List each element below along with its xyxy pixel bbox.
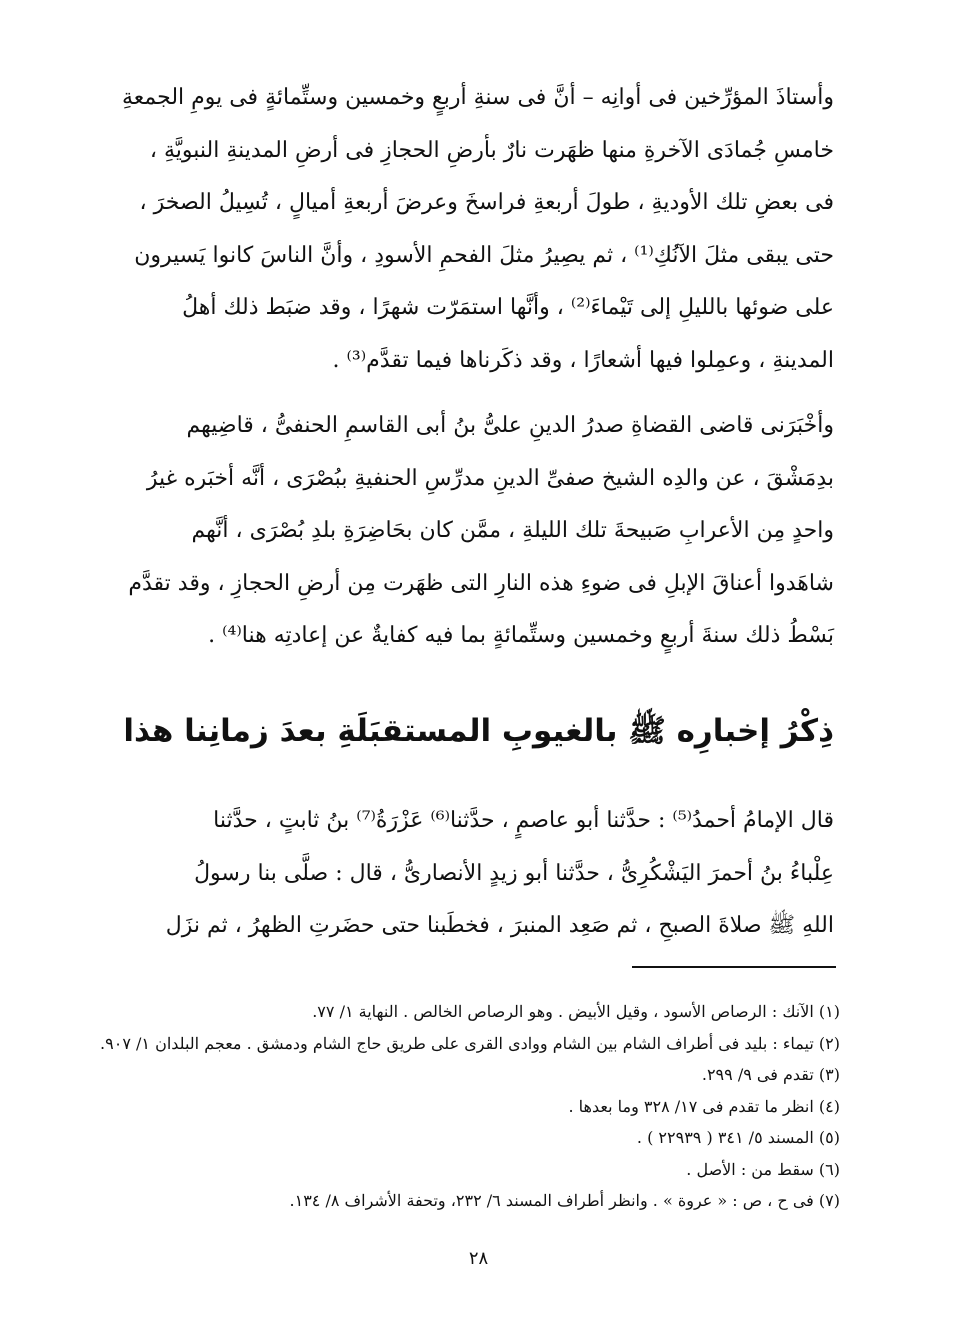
text-line: خامسِ جُمادَى الآخرةِ منها ظهَرت نارٌ بأرضِ الحجازِ فى أرضِ المدينةِ النبويَّةِ ،	[149, 137, 834, 163]
paragraph-fire-in-hijaz	[121, 72, 834, 387]
page-number: ٢٨	[468, 1248, 489, 1269]
footnote-7: (٧) فى ح ، ص : « عروة » . وانظر أطراف المسند ٦/ ٢٣٢، وتحفة الأشراف ٨/ ١٣٤.	[289, 1191, 840, 1210]
text-line: واحدٍ مِن الأعرابِ صَبيحةَ تلك الليلةِ ، ممَّن كان بحَاضِرَةِ بلدِ بُصْرَى ، أنَّهم	[191, 518, 834, 543]
section-heading: ذِكْرُ إخبارِه ﷺ بالغيوبِ المستقبَلَةِ بعدَ زمانِنا هذا	[123, 713, 834, 749]
paragraph-judge-report	[124, 400, 834, 663]
footnote-5: (٥) المسند ٥/ ٣٤١ ( ٢٢٩٣٩ ) .	[636, 1128, 840, 1147]
text-line: قال الإمامُ أحمدُ⁽⁵⁾ : حدَّثنا أبو عاصمٍ ، حدَّثنا⁽⁶⁾ عَزْرَةُ⁽⁷⁾ بنُ ثابتٍ ، حدَّثنا	[213, 808, 834, 833]
text-line: فى بعضِ تلك الأوديةِ ، طولَ أربعةِ فراسخَ وعرضَ أربعةِ أميالٍ ، تُسِيلُ الصخرَ ،	[139, 190, 834, 215]
text-line: على ضوئها بالليلِ إلى تَيْماءَ⁽²⁾ ، وأنَّها استمَرّت شهرًا ، وقد ضبَط ذلك أهلُ	[182, 295, 834, 320]
text-line: عِلْباءُ بنُ أحمرَ اليَشْكُرِىُّ ، حدَّثنا أبو زيدٍ الأنصارىُّ ، قال : صلَّى بنا رسولُ	[194, 860, 834, 886]
footnote-divider	[632, 966, 836, 968]
text-line: بَسْطُ ذلك سنةَ أربعٍ وخمسين وستِّمائةٍ بما فيه كفايةٌ عن إعادتِه هنا⁽⁴⁾ .	[208, 623, 834, 648]
text-line: بدِمَشْقَ ، عن والدِه الشيخ صفىِّ الدينِ مدرِّسِ الحنفيةِ ببُصْرَى ، أنَّه أخبَره غيرُ	[146, 465, 834, 491]
footnote-4: (٤) انظر ما تقدم فى ١٧/ ٣٢٨ وما بعدها .	[568, 1096, 840, 1116]
text-line: شاهَدوا أعناقَ الإبلِ فى ضوءِ هذه النارِ التى ظهَرت مِن أرضِ الحجازِ ، وقد تقدَّم	[128, 570, 834, 596]
text-line: وأستاذَ المؤرِّخين فى أوانِه – أنَّ فى سنةِ أربعٍ وخمسين وستِّمائةٍ فى يومِ الجمعةِ	[121, 85, 834, 110]
footnote-1: (١) الآنك : الرصاص الأسود ، وقيل الأبيض . وهو الرصاص الخالص . النهاية ١/ ٧٧.	[312, 1002, 840, 1021]
text-line: اللهِ ﷺ صلاةَ الصبحِ ، ثم صَعِد المنبرَ ، فخطَبنا حتى حضَرتِ الظهرُ ، ثم نزَل	[165, 913, 834, 938]
paragraph-hadith-narration	[124, 795, 834, 953]
text-line: حتى يبقى مثلَ الآنُكِ⁽¹⁾ ، ثم يصِيرُ مثلَ الفحمِ الأسودِ ، وأنَّ الناسَ كانوا يَسيرون	[134, 242, 834, 268]
footnotes	[100, 996, 840, 1217]
footnote-3: (٣) تقدم فى ٩/ ٢٩٩.	[701, 1065, 840, 1084]
text-line: وأخْبَرَنى قاضى القضاةِ صدرُ الدينِ علىُّ بنُ أبى القاسمِ الحنفىُّ ، قاضِيهم	[186, 413, 834, 438]
footnote-6: (٦) سقط من : الأصل .	[686, 1159, 840, 1179]
footnote-2: (٢) تيماء : بليد فى أطراف الشام بين الشام ووادى القرى على طريق حاج الشام ودمشق . معجم البلدان ١/ ٩٠٧.	[100, 1033, 840, 1053]
text-line: المدينةِ ، وعمِلوا فيها أشعارًا ، وقد ذكَرناها فيما تقدَّم⁽³⁾ .	[332, 347, 834, 373]
